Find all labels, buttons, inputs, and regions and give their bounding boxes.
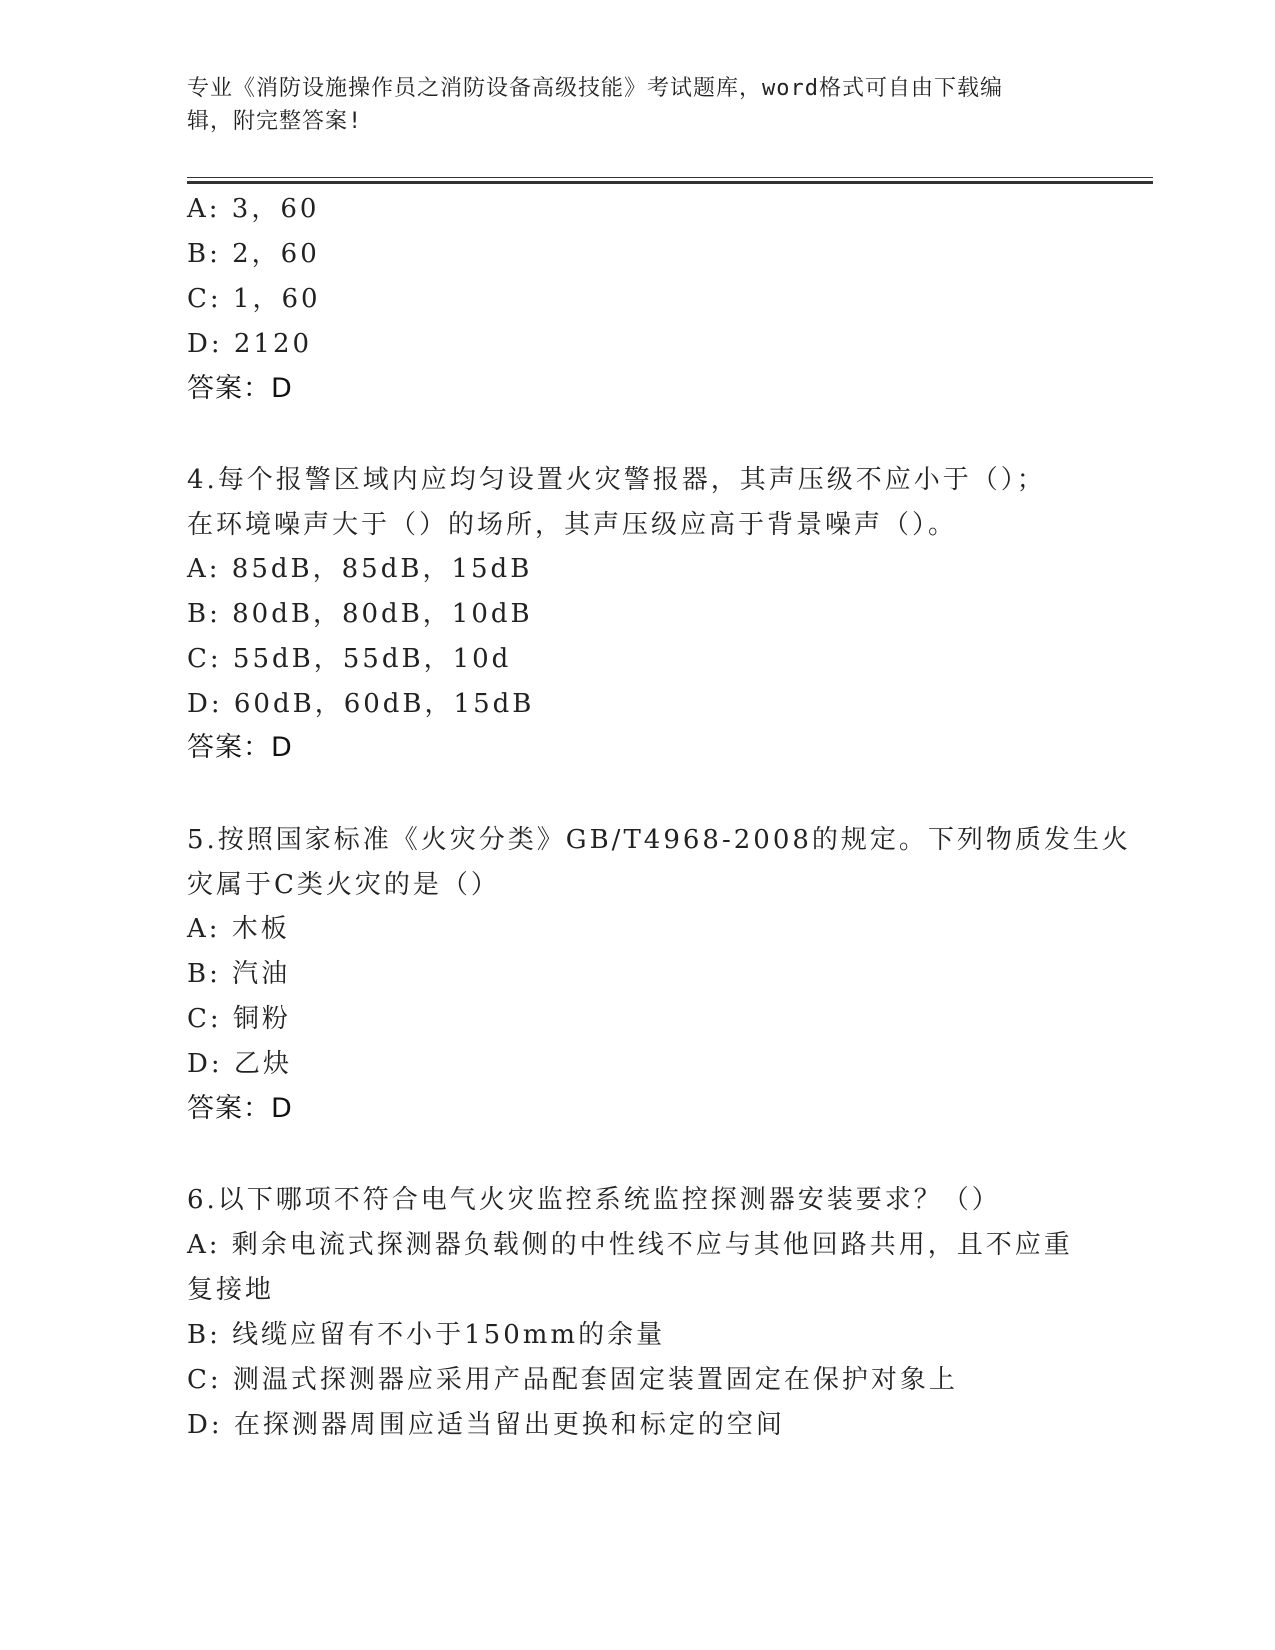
header-line-2: 辑，附完整答案! [187, 109, 363, 134]
header-rule-thin [187, 177, 1153, 178]
q5-option-d: D: 乙炔 [187, 1049, 292, 1079]
q6-option-b: B: 线缆应留有不小于150mm的余量 [187, 1320, 666, 1350]
q3-answer: 答案：D [187, 373, 293, 404]
q5-option-a: A: 木板 [187, 914, 290, 944]
q6-option-a-line-2: 复接地 [187, 1275, 275, 1305]
q4-stem-line-1: 4.每个报警区域内应均匀设置火灾警报器，其声压级不应小于（）； [187, 465, 1046, 495]
header-rule-thick [187, 181, 1153, 184]
q3-option-d: D: 2120 [187, 329, 313, 359]
document-header [187, 72, 1087, 138]
q5-option-b: B: 汽油 [187, 959, 291, 989]
q3-option-b: B: 2，60 [187, 239, 320, 269]
q4-stem-line-2: 在环境噪声大于（）的场所，其声压级应高于背景噪声（）。 [187, 510, 958, 540]
q4-option-d: D: 60dB，60dB，15dB [187, 689, 535, 719]
q4-option-b: B: 80dB，80dB，10dB [187, 599, 533, 629]
q3-option-a: A: 3，60 [187, 194, 320, 224]
q6-stem: 6.以下哪项不符合电气火灾监控系统监控探测器安装要求？（） [187, 1185, 1001, 1215]
q6-option-c: C: 测温式探测器应采用产品配套固定装置固定在保护对象上 [187, 1365, 958, 1395]
q5-option-c: C: 铜粉 [187, 1004, 291, 1034]
q3-option-c: C: 1，60 [187, 284, 321, 314]
q5-stem-line-1: 5.按照国家标准《火灾分类》GB/T4968-2008的规定。下列物质发生火 [187, 825, 1131, 855]
q4-answer: 答案：D [187, 732, 293, 763]
header-line-1: 专业《消防设施操作员之消防设备高级技能》考试题库，word格式可自由下载编 [187, 76, 1003, 101]
q4-option-a: A: 85dB，85dB，15dB [187, 554, 533, 584]
q6-option-d: D: 在探测器周围应适当留出更换和标定的空间 [187, 1410, 785, 1440]
q4-option-c: C: 55dB，55dB，10d [187, 644, 512, 674]
q5-stem-line-2: 灾属于C类火灾的是（） [187, 870, 500, 900]
q5-answer: 答案：D [187, 1093, 293, 1124]
q6-option-a-line-1: A: 剩余电流式探测器负载侧的中性线不应与其他回路共用，且不应重 [187, 1230, 1073, 1260]
